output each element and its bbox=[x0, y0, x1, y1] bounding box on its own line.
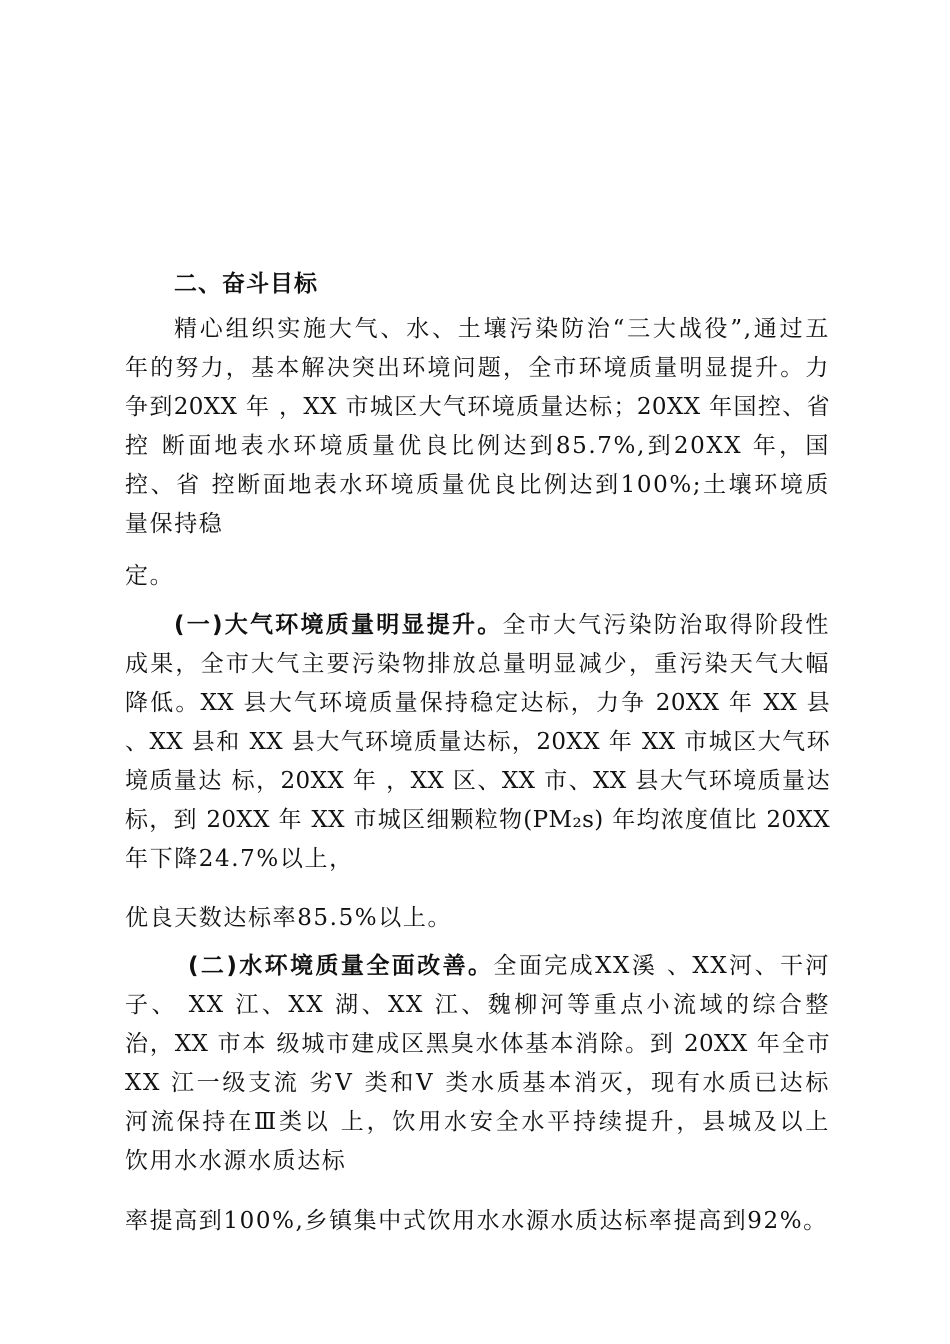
air-paragraph-first-rest: 全市大气污染防治取得阶段性 bbox=[502, 612, 830, 638]
goal-paragraph-line: 精心组织实施大气、水、土壤污染防治“三大战役”,通过五 bbox=[174, 316, 830, 342]
air-paragraph-line: 年下降24.7%以上， bbox=[125, 846, 354, 872]
water-paragraph-line: XX 江一级支流 劣Ⅴ 类和Ⅴ 类水质基本消灭，现有水质已达标 bbox=[125, 1070, 830, 1096]
water-paragraph-first-line bbox=[188, 948, 830, 986]
water-paragraph-line: 河流保持在Ⅲ类以 上，饮用水安全水平持续提升，县城及以上 bbox=[125, 1109, 830, 1135]
section-heading: 二、奋斗目标 bbox=[174, 271, 318, 297]
water-paragraph-line: 饮用水水源水质达标 bbox=[125, 1148, 347, 1174]
goal-paragraph-line: 争到20XX 年 ，XX 市城区大气环境质量达标；20XX 年国控、省 bbox=[125, 394, 830, 420]
goal-paragraph-line: 控、省 控断面地表水环境质量优良比例达到100%;土壤环境质 bbox=[125, 472, 830, 498]
air-paragraph-line: 成果，全市大气主要污染物排放总量明显减少，重污染天气大幅 bbox=[125, 651, 830, 677]
air-paragraph-first-line bbox=[174, 607, 830, 645]
goal-paragraph-line: 年的努力，基本解决突出环境问题，全市环境质量明显提升。力 bbox=[125, 355, 830, 381]
air-paragraph-title: (一)大气环境质量明显提升。 bbox=[174, 612, 503, 638]
water-paragraph-line: 子、 XX 江、XX 湖、XX 江、魏柳河等重点小流域的综合整 bbox=[125, 992, 830, 1018]
air-paragraph-line: 降低。XX 县大气环境质量保持稳定达标，力争 20XX 年 XX 县 bbox=[125, 690, 830, 716]
goal-paragraph-tail: 定。 bbox=[125, 563, 175, 589]
air-paragraph-tail: 优良天数达标率85.5%以上。 bbox=[125, 905, 453, 931]
goal-paragraph-line: 量保持稳 bbox=[125, 511, 224, 537]
water-paragraph-tail: 率提高到100%,乡镇集中式饮用水水源水质达标率提高到92%。 bbox=[125, 1208, 828, 1234]
water-paragraph-line: 治，XX 市本 级城市建成区黑臭水体基本消除。到 20XX 年全市 bbox=[125, 1031, 830, 1057]
goal-paragraph-line: 控 断面地表水环境质量优良比例达到85.7%,到20XX 年，国 bbox=[125, 433, 830, 459]
air-paragraph-line: 标，到 20XX 年 XX 市城区细颗粒物(PM₂s) 年均浓度值比 20XX bbox=[125, 807, 830, 833]
air-paragraph-line: 、XX 县和 XX 县大气环境质量达标，20XX 年 XX 市城区大气环 bbox=[125, 729, 830, 755]
water-paragraph-title: (二)水环境质量全面改善。 bbox=[188, 953, 494, 979]
air-paragraph-line: 境质量达 标，20XX 年 ，XX 区、XX 市、XX 县大气环境质量达 bbox=[125, 768, 830, 794]
water-paragraph-first-rest: 全面完成XX溪 、XX河、干河 bbox=[493, 953, 830, 979]
